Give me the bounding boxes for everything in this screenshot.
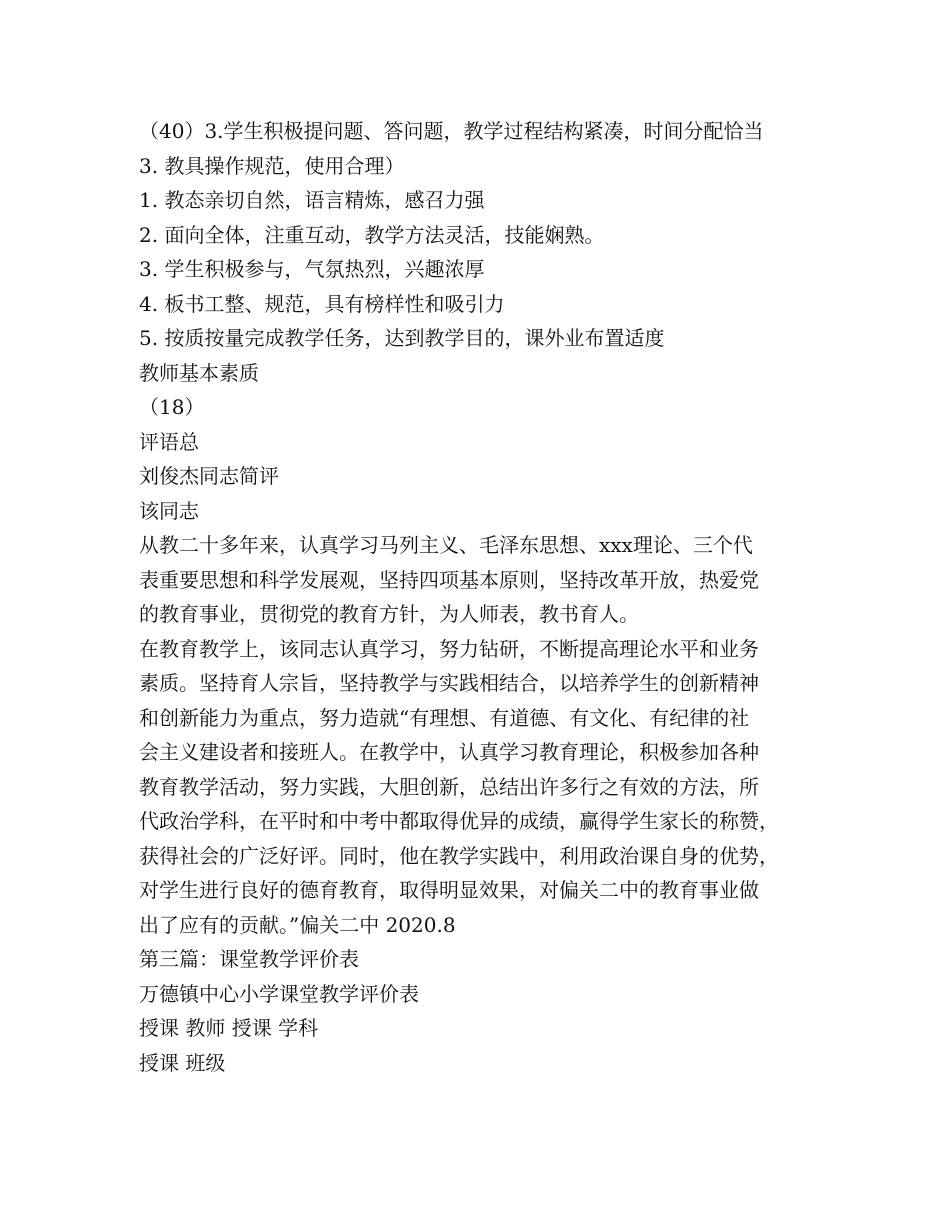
paragraph bbox=[139, 632, 839, 943]
text-line: 会主义建设者和接班人。在教学中，认真学习教育理论，积极参加各种 bbox=[139, 740, 759, 764]
text-line: 出了应有的贡献。”偏关二中 2020.8 bbox=[139, 912, 456, 937]
review-title: 刘俊杰同志简评 bbox=[139, 464, 279, 488]
form-title: 万德镇中心小学课堂教学评价表 bbox=[139, 981, 419, 1006]
text-line: 从教二十多年来，认真学习马列主义、毛泽东思想、xxx理论、三个代 bbox=[139, 533, 753, 557]
text-line: 1. 教态亲切自然，语言精炼，感召力强 bbox=[139, 188, 485, 212]
score-label: （18） bbox=[139, 395, 205, 419]
text-line: 2. 面向全体，注重互动，教学方法灵活，技能娴熟。 bbox=[139, 222, 605, 247]
form-field-row: 授课 班级 bbox=[139, 1050, 226, 1075]
text-line: 素质。坚持育人宗旨，坚持教学与实践相结合，以培养学生的创新精神 bbox=[139, 671, 759, 695]
text-line: 3. 教具操作规范，使用合理） bbox=[139, 153, 405, 178]
text-line: 教育教学活动，努力实践，大胆创新，总结出许多行之有效的方法，所 bbox=[139, 774, 759, 799]
text-line: 5. 按质按量完成教学任务，达到教学目的，课外业布置适度 bbox=[139, 326, 665, 350]
text-line: 在教育教学上，该同志认真学习，努力钻研，不断提高理论水平和业务 bbox=[139, 636, 759, 661]
document-body bbox=[139, 114, 839, 1080]
form-field-row: 授课 教师 授课 学科 bbox=[139, 1016, 319, 1040]
text-line: 3. 学生积极参与，气氛热烈，兴趣浓厚 bbox=[139, 257, 485, 281]
text-line: 获得社会的广泛好评。同时，他在教学实践中，利用政治课自身的优势， bbox=[139, 843, 779, 868]
text-line: 该同志 bbox=[139, 498, 199, 523]
section-heading: 教师基本素质 bbox=[139, 360, 259, 385]
section-heading: 第三篇：课堂教学评价表 bbox=[139, 947, 359, 971]
text-line: （40）3.学生积极提问题、答问题，教学过程结构紧凑，时间分配恰当 bbox=[139, 119, 764, 143]
text-line: 评语总 bbox=[139, 429, 199, 454]
text-line: 4. 板书工整、规范，具有榜样性和吸引力 bbox=[139, 291, 505, 316]
text-line: 表重要思想和科学发展观，坚持四项基本原则，坚持改革开放，热爱党 bbox=[139, 567, 759, 592]
paragraph bbox=[139, 528, 839, 632]
text-line: 对学生进行良好的德育教育，取得明显效果，对偏关二中的教育事业做 bbox=[139, 878, 759, 902]
text-line: 的教育事业，贯彻党的教育方针，为人师表，教书育人。 bbox=[139, 602, 639, 626]
text-line: 和创新能力为重点，努力造就“有理想、有道德、有文化、有纪律的社 bbox=[139, 705, 750, 730]
text-line: 代政治学科，在平时和中考中都取得优异的成绩，赢得学生家长的称赞， bbox=[139, 809, 779, 833]
